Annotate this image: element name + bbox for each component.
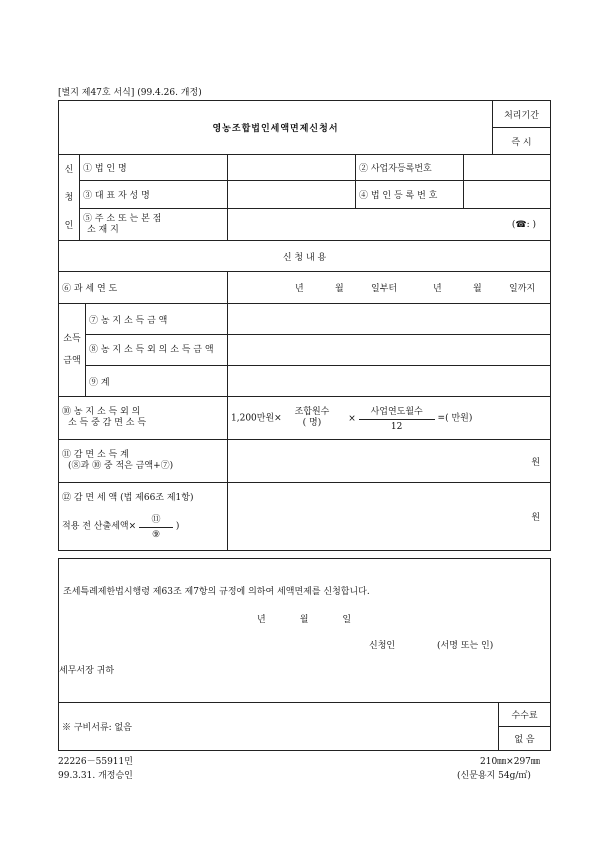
declaration-date[interactable] xyxy=(257,612,351,625)
corporation-name-label: ① 법 인 명 xyxy=(80,155,228,181)
exempt-tax-fraction xyxy=(139,512,173,540)
farm-income-field[interactable] xyxy=(228,304,551,335)
corporation-name-field[interactable] xyxy=(228,155,356,181)
corporate-registration-label: ④ 법 인 등 록 번 호 xyxy=(356,181,464,209)
footer-paper-size: 210㎜×297㎜ xyxy=(480,757,540,767)
exempt-tax-label-line2: 적용 전 산출세액× xyxy=(62,521,137,532)
processing-period-value: 즉 시 xyxy=(493,128,551,155)
tax-year-label: ⑥ 과 세 연 도 xyxy=(59,272,228,304)
applicant-label-char: 신 xyxy=(64,164,74,175)
months-numerator: 사업연도월수 xyxy=(359,404,435,420)
non-farm-income-label: ⑧ 농 지 소 득 외 의 소 득 금 액 xyxy=(86,335,228,366)
exempt-income-formula[interactable] xyxy=(228,397,551,440)
exempt-income-total-line1: ⑪ 감 면 소 득 계 xyxy=(62,450,129,460)
representative-name-label: ③ 대 표 자 성 명 xyxy=(80,181,228,209)
applicant-label-char: 청 xyxy=(64,192,74,203)
income-total-label: ⑨ 계 xyxy=(86,366,228,397)
exempt-income-total-line2: (⑧과 ⑩ 중 적은 금액+⑦) xyxy=(68,461,174,471)
processing-period-label: 처리기간 xyxy=(493,101,551,128)
form-number-note: [별지 제47호 서식] (99.4.26. 개정) xyxy=(58,88,202,98)
phone-field: (☎: ) xyxy=(511,219,536,230)
exempt-income-total-label xyxy=(59,440,228,483)
recipient-label: 세무서장 귀하 xyxy=(59,666,115,676)
declaration-section xyxy=(58,558,551,751)
address-field[interactable] xyxy=(228,209,551,241)
period-to-month: 월 xyxy=(473,284,482,294)
members-unit: ( 명) xyxy=(302,418,322,428)
period-from-month: 월 xyxy=(335,284,344,294)
date-day: 일 xyxy=(342,615,352,625)
formula-result: =( 만원) xyxy=(437,413,473,424)
exempt-tax-denominator: ⑨ xyxy=(151,530,161,540)
tax-year-period[interactable] xyxy=(228,272,551,304)
period-to-suffix: 일까지 xyxy=(509,284,536,294)
non-farm-income-field[interactable] xyxy=(228,335,551,366)
applicant-section xyxy=(58,154,551,241)
address-label xyxy=(80,209,228,241)
farm-income-label: ⑦ 농 지 소 득 금 액 xyxy=(86,304,228,335)
members-count xyxy=(295,407,330,429)
exempt-tax-close-paren: ) xyxy=(175,521,180,532)
date-year: 년 xyxy=(257,615,266,625)
required-docs: ※ 구비서류: 없음 xyxy=(59,703,499,751)
period-from-year: 년 xyxy=(295,284,304,294)
applicant-label xyxy=(59,155,80,241)
signer-label: 신청인 xyxy=(369,641,396,651)
income-amount-group-label xyxy=(59,304,86,397)
footer-code: 22226－55911민 xyxy=(58,757,133,767)
fee-value: 없 음 xyxy=(499,727,551,751)
exempt-income-total-unit: 원 xyxy=(531,457,541,468)
fee-label: 수수료 xyxy=(499,703,551,727)
members-label: 조합원수 xyxy=(294,407,330,417)
formula-prefix: 1,200만원× xyxy=(231,413,282,424)
address-label-line1: ⑤ 주 소 또 는 본 점 xyxy=(83,213,162,224)
times-sign: × xyxy=(348,413,356,424)
application-contents-header: 신 청 내 용 xyxy=(59,241,551,272)
period-to-year: 년 xyxy=(433,284,442,294)
months-fraction xyxy=(359,404,435,432)
exempt-tax-unit: 원 xyxy=(531,513,541,523)
exempt-tax-label xyxy=(59,483,228,551)
exempt-income-label-line2: 소 득 중 감 면 소 득 xyxy=(68,418,147,428)
form-title: 영농조합법인세액면제신청서 xyxy=(59,101,493,155)
exempt-tax-field[interactable] xyxy=(228,483,551,551)
business-registration-field[interactable] xyxy=(464,155,551,181)
exempt-income-total-field[interactable] xyxy=(228,440,551,483)
income-total-field[interactable] xyxy=(228,366,551,397)
period-from-suffix: 일부터 xyxy=(371,284,398,294)
income-group-line1: 소득 xyxy=(63,334,81,344)
signature-field[interactable]: (서명 또는 인) xyxy=(437,641,494,651)
applicant-label-char: 인 xyxy=(64,220,74,231)
corporate-registration-field[interactable] xyxy=(464,181,551,209)
income-group-line2: 금액 xyxy=(63,356,81,366)
footer-approval: 99.3.31. 개정승인 xyxy=(58,771,133,781)
address-label-line2: 소 재 지 xyxy=(87,224,119,235)
exempt-tax-label-line1: ⑫ 감 면 세 액 (법 제66조 제1항) xyxy=(62,493,194,503)
declaration-text: 조세특례제한법시행령 제63조 제7항의 규정에 의하여 세액면제를 신청합니다. xyxy=(63,587,370,597)
business-registration-label: ② 사업자등록번호 xyxy=(356,155,464,181)
exempt-tax-numerator: ⑪ xyxy=(139,512,173,528)
date-month: 월 xyxy=(299,615,309,625)
representative-name-field[interactable] xyxy=(228,181,356,209)
exempt-income-label-line1: ⑩ 농 지 소 득 외 의 xyxy=(62,407,141,417)
declaration-box xyxy=(59,559,551,703)
exempt-income-label xyxy=(59,397,228,440)
months-denominator: 12 xyxy=(390,422,403,432)
title-block xyxy=(58,100,551,155)
footer-paper-type: (신문용지 54g/㎡) xyxy=(457,771,531,781)
application-contents xyxy=(58,240,551,551)
